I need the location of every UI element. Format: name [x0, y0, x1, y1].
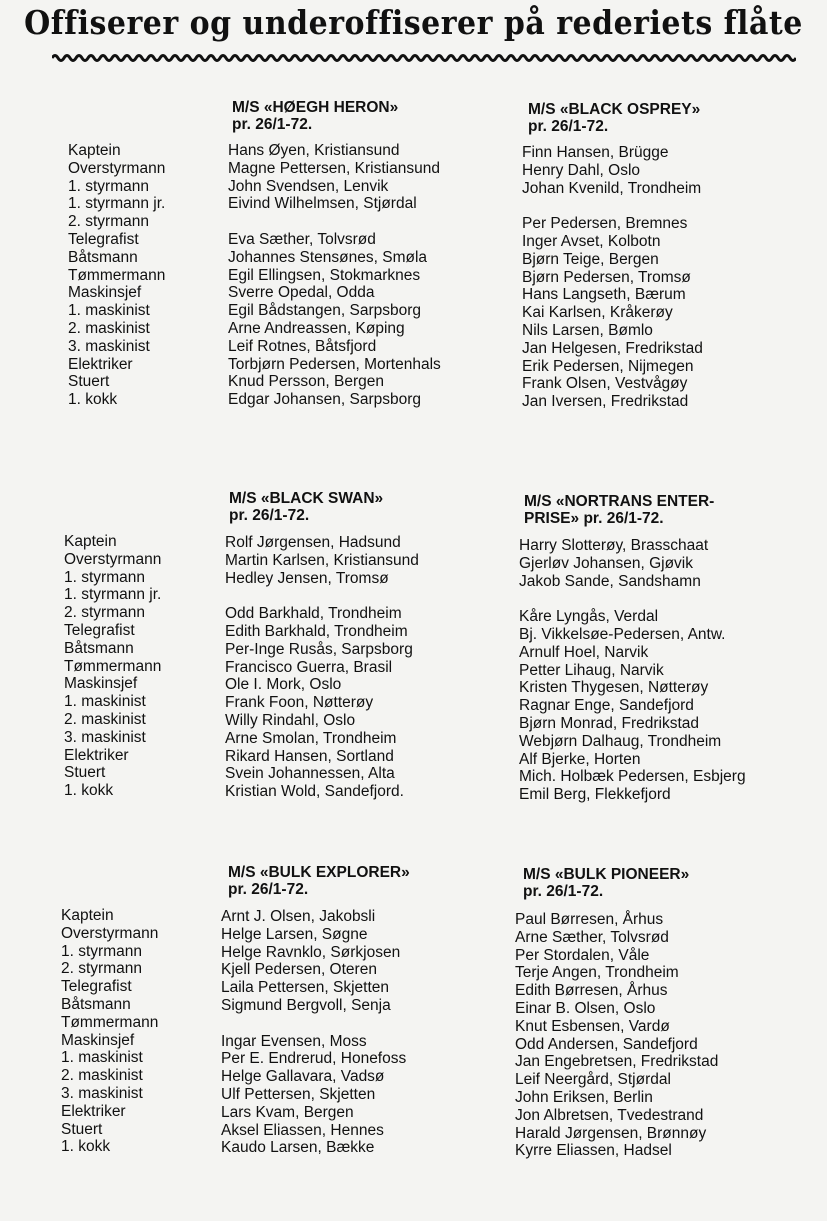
crew-entry: Hans Øyen, Kristiansund	[228, 142, 400, 159]
crew-entry: Helge Larsen, Søgne	[221, 925, 368, 943]
crew-entry: Laila Pettersen, Skjetten	[221, 979, 390, 997]
rank-label: 1. styrmann	[68, 177, 149, 195]
rank-label: 3. maskinist	[61, 1084, 143, 1102]
rank-label: Maskinsjef	[64, 675, 138, 693]
rank-label: 1. maskinist	[68, 302, 150, 320]
crew-entry: Alf Bjerke, Horten	[519, 750, 641, 768]
rank-label: 1. maskinist	[64, 693, 146, 711]
rank-label: Maskinsjef	[61, 1031, 135, 1049]
crew-entry: Ulf Pettersen, Skjetten	[221, 1085, 376, 1103]
crew-entry: Ole I. Mork, Oslo	[225, 676, 342, 694]
crew-entry: Gjerløv Johansen, Gjøvik	[519, 554, 693, 572]
ship-header-nortrans-enterprise: M/S «NORTRANS ENTER- PRISE» pr. 26/1-72.	[524, 493, 715, 527]
rank-label: 2. styrmann	[68, 213, 149, 231]
crew-entry: Ingar Evensen, Moss	[221, 1032, 367, 1050]
crew-entry: Egil Ellingsen, Stokmarknes	[228, 266, 421, 284]
rank-label: Båtsmann	[61, 995, 131, 1013]
crew-entry: Helge Gallavara, Vadsø	[221, 1068, 385, 1086]
crew-entry: Nils Larsen, Bømlo	[522, 321, 653, 339]
rank-label: Stuert	[61, 1120, 103, 1138]
crew-entry: Finn Hansen, Brügge	[522, 144, 669, 161]
blank-line	[221, 1015, 406, 1033]
page-title: Offiserer og underoffiserer på rederiets flåte	[24, 4, 803, 43]
rank-label: 1. kokk	[64, 782, 114, 800]
ship-header-bulk-explorer: M/S «BULK EXPLORER» pr. 26/1-72.	[228, 864, 410, 898]
rank-column	[61, 907, 158, 1156]
crew-entry: Paul Børresen, Århus	[515, 911, 664, 928]
crew-entry: Mich. Holbæk Pedersen, Esbjerg	[519, 768, 746, 786]
rank-label: Tømmermann	[61, 1013, 159, 1031]
ship-header-hoegh-heron: M/S «HØEGH HERON» pr. 26/1-72.	[232, 99, 399, 133]
rank-label: 2. styrmann	[64, 604, 145, 622]
crew-entry: Kristian Wold, Sandefjord.	[225, 783, 404, 801]
rank-label: 3. maskinist	[64, 728, 146, 746]
ship-header-bulk-pioneer: M/S «BULK PIONEER» pr. 26/1-72.	[523, 866, 690, 900]
crew-entry: Kai Karlsen, Kråkerøy	[522, 304, 673, 322]
crew-entry: Kristen Thygesen, Nøtterøy	[519, 679, 709, 697]
crew-entry: Leif Rotnes, Båtsfjord	[228, 337, 377, 355]
rank-label: Båtsmann	[68, 248, 138, 266]
crew-entry: Arne Sæther, Tolvsrød	[515, 928, 669, 946]
crew-entry: Edith Barkhald, Trondheim	[225, 622, 408, 640]
crew-entry: Magne Pettersen, Kristiansund	[228, 159, 440, 177]
crew-entry: Aksel Eliassen, Hennes	[221, 1121, 384, 1139]
rank-label: Telegrafist	[68, 230, 139, 248]
crew-entry: Bj. Vikkelsøe-Pedersen, Antw.	[519, 625, 726, 643]
crew-entry: Jan Helgesen, Fredrikstad	[522, 339, 703, 357]
crew-entry: Knut Esbensen, Vardø	[515, 1017, 670, 1035]
rank-label: 2. maskinist	[61, 1067, 143, 1085]
rank-label: 1. styrmann	[64, 568, 145, 586]
crew-entry: Petter Lihaug, Narvik	[519, 661, 664, 679]
ship-header-black-swan: M/S «BLACK SWAN» pr. 26/1-72.	[229, 490, 384, 524]
crew-entry: Willy Rindahl, Oslo	[225, 711, 356, 729]
crew-entry: Odd Andersen, Sandefjord	[515, 1035, 698, 1053]
crew-entry: Helge Ravnklo, Sørkjosen	[221, 943, 401, 961]
crew-entry: Sverre Opedal, Odda	[228, 284, 375, 302]
crew-entry: Eivind Wilhelmsen, Stjørdal	[228, 195, 417, 213]
crew-entry: Jan Iversen, Fredrikstad	[522, 393, 689, 411]
crew-entry: Sigmund Bergvoll, Senja	[221, 996, 391, 1014]
rank-label: 2. maskinist	[68, 319, 150, 337]
crew-entry: Kyrre Eliassen, Hadsel	[515, 1142, 672, 1160]
crew-entry: Kaudo Larsen, Bække	[221, 1139, 375, 1157]
rank-column	[68, 142, 165, 409]
rank-label: Overstyrmann	[68, 159, 166, 177]
rank-label: 1. maskinist	[61, 1049, 143, 1067]
rank-label: Kaptein	[68, 142, 121, 159]
crew-entry: Edith Børresen, Århus	[515, 982, 668, 1000]
crew-entry: Jakob Sande, Sandshamn	[519, 572, 701, 590]
crew-entry: Svein Johannessen, Alta	[225, 765, 395, 783]
crew-entry: Ragnar Enge, Sandefjord	[519, 697, 694, 715]
crew-entry: Per E. Endrerud, Honefoss	[221, 1050, 407, 1068]
rank-label: 1. styrmann jr.	[64, 586, 162, 604]
rank-label: Stuert	[64, 764, 106, 782]
crew-entry: Jon Albretsen, Tvedestrand	[515, 1106, 704, 1124]
crew-entry: Hedley Jensen, Tromsø	[225, 569, 389, 587]
crew-entry: Per-Inge Rusås, Sarpsborg	[225, 640, 413, 658]
crew-entry: Torbjørn Pedersen, Mortenhals	[228, 355, 441, 373]
crew-entry: Per Stordalen, Våle	[515, 946, 650, 964]
rank-label: 2. maskinist	[64, 710, 146, 728]
rank-label: Båtsmann	[64, 639, 134, 657]
crew-entry: Edgar Johansen, Sarpsborg	[228, 391, 422, 409]
rank-label: Maskinsjef	[68, 284, 142, 302]
crew-entry: Lars Kvam, Bergen	[221, 1103, 354, 1121]
rank-label: Telegrafist	[61, 978, 132, 996]
crew-entry: Henry Dahl, Oslo	[522, 161, 641, 179]
crew-entry: John Svendsen, Lenvik	[228, 177, 389, 195]
rank-label: Tømmermann	[64, 657, 162, 675]
rank-label: 2. styrmann	[61, 960, 142, 978]
crew-entry: Odd Barkhald, Trondheim	[225, 605, 402, 623]
rank-label: 1. styrmann	[61, 942, 142, 960]
rank-label: Overstyrmann	[64, 550, 162, 568]
crew-entry: Erik Pedersen, Nijmegen	[522, 357, 694, 375]
crew-entry: Bjørn Pedersen, Tromsø	[522, 268, 691, 286]
crew-entry: Rolf Jørgensen, Hadsund	[225, 534, 401, 551]
crew-entry: Terje Angen, Trondheim	[515, 964, 679, 982]
rank-label: Telegrafist	[64, 621, 135, 639]
crew-column-nortrans-enterprise	[519, 537, 746, 804]
rank-label: 1. styrmann jr.	[68, 195, 166, 213]
crew-entry: Arnt J. Olsen, Jakobsli	[221, 908, 376, 925]
rank-label: 1. kokk	[68, 391, 118, 409]
crew-entry: Jan Engebretsen, Fredrikstad	[515, 1053, 719, 1071]
crew-entry: Rikard Hansen, Sortland	[225, 747, 394, 765]
crew-entry: John Eriksen, Berlin	[515, 1088, 653, 1106]
crew-entry: Harry Slotterøy, Brasschaat	[519, 537, 709, 554]
rank-column	[64, 533, 161, 800]
crew-entry: Egil Bådstangen, Sarpsborg	[228, 302, 422, 320]
crew-entry: Frank Olsen, Vestvågøy	[522, 375, 688, 393]
crew-entry: Johannes Stensønes, Smøla	[228, 248, 428, 266]
crew-entry: Harald Jørgensen, Brønnøy	[515, 1124, 707, 1142]
rank-label: Kaptein	[64, 533, 117, 550]
rank-label: Elektriker	[64, 746, 129, 764]
crew-entry: Martin Karlsen, Kristiansund	[225, 551, 419, 569]
crew-entry: Arnulf Hoel, Narvik	[519, 643, 649, 661]
crew-column-hoegh-heron	[228, 142, 441, 409]
blank-line	[225, 587, 419, 605]
crew-entry: Leif Neergård, Stjørdal	[515, 1071, 671, 1089]
crew-entry: Francisco Guerra, Brasil	[225, 658, 393, 676]
rank-label: Kaptein	[61, 907, 114, 924]
crew-entry: Per Pedersen, Bremnes	[522, 215, 688, 233]
crew-entry: Kjell Pedersen, Oteren	[221, 961, 377, 979]
crew-entry: Arne Andreassen, Køping	[228, 319, 405, 337]
crew-entry: Johan Kvenild, Trondheim	[522, 179, 702, 197]
blank-line	[519, 590, 746, 608]
crew-column-black-swan	[225, 534, 419, 801]
crew-column-bulk-explorer	[221, 908, 406, 1157]
crew-entry: Bjørn Teige, Bergen	[522, 250, 659, 268]
crew-entry: Arne Smolan, Trondheim	[225, 729, 397, 747]
decorative-wave-divider	[52, 52, 796, 64]
blank-line	[228, 213, 441, 231]
crew-entry: Bjørn Monrad, Fredrikstad	[519, 714, 700, 732]
crew-entry: Emil Berg, Flekkefjord	[519, 786, 671, 804]
rank-label: 1. kokk	[61, 1138, 111, 1156]
rank-label: Overstyrmann	[61, 924, 159, 942]
blank-line	[522, 197, 703, 215]
crew-entry: Knud Persson, Bergen	[228, 373, 384, 391]
crew-entry: Einar B. Olsen, Oslo	[515, 999, 656, 1017]
crew-column-black-osprey	[522, 144, 703, 411]
crew-entry: Hans Langseth, Bærum	[522, 286, 686, 304]
rank-label: Elektriker	[68, 355, 133, 373]
rank-label: 3. maskinist	[68, 337, 150, 355]
crew-entry: Eva Sæther, Tolvsrød	[228, 230, 376, 248]
crew-entry: Kåre Lyngås, Verdal	[519, 608, 659, 626]
crew-entry: Inger Avset, Kolbotn	[522, 232, 661, 250]
crew-entry: Frank Foon, Nøtterøy	[225, 694, 374, 712]
rank-label: Stuert	[68, 373, 110, 391]
ship-header-black-osprey: M/S «BLACK OSPREY» pr. 26/1-72.	[528, 101, 701, 135]
rank-label: Tømmermann	[68, 266, 166, 284]
crew-column-bulk-pioneer	[515, 911, 718, 1160]
rank-label: Elektriker	[61, 1102, 126, 1120]
crew-entry: Webjørn Dalhaug, Trondheim	[519, 732, 722, 750]
